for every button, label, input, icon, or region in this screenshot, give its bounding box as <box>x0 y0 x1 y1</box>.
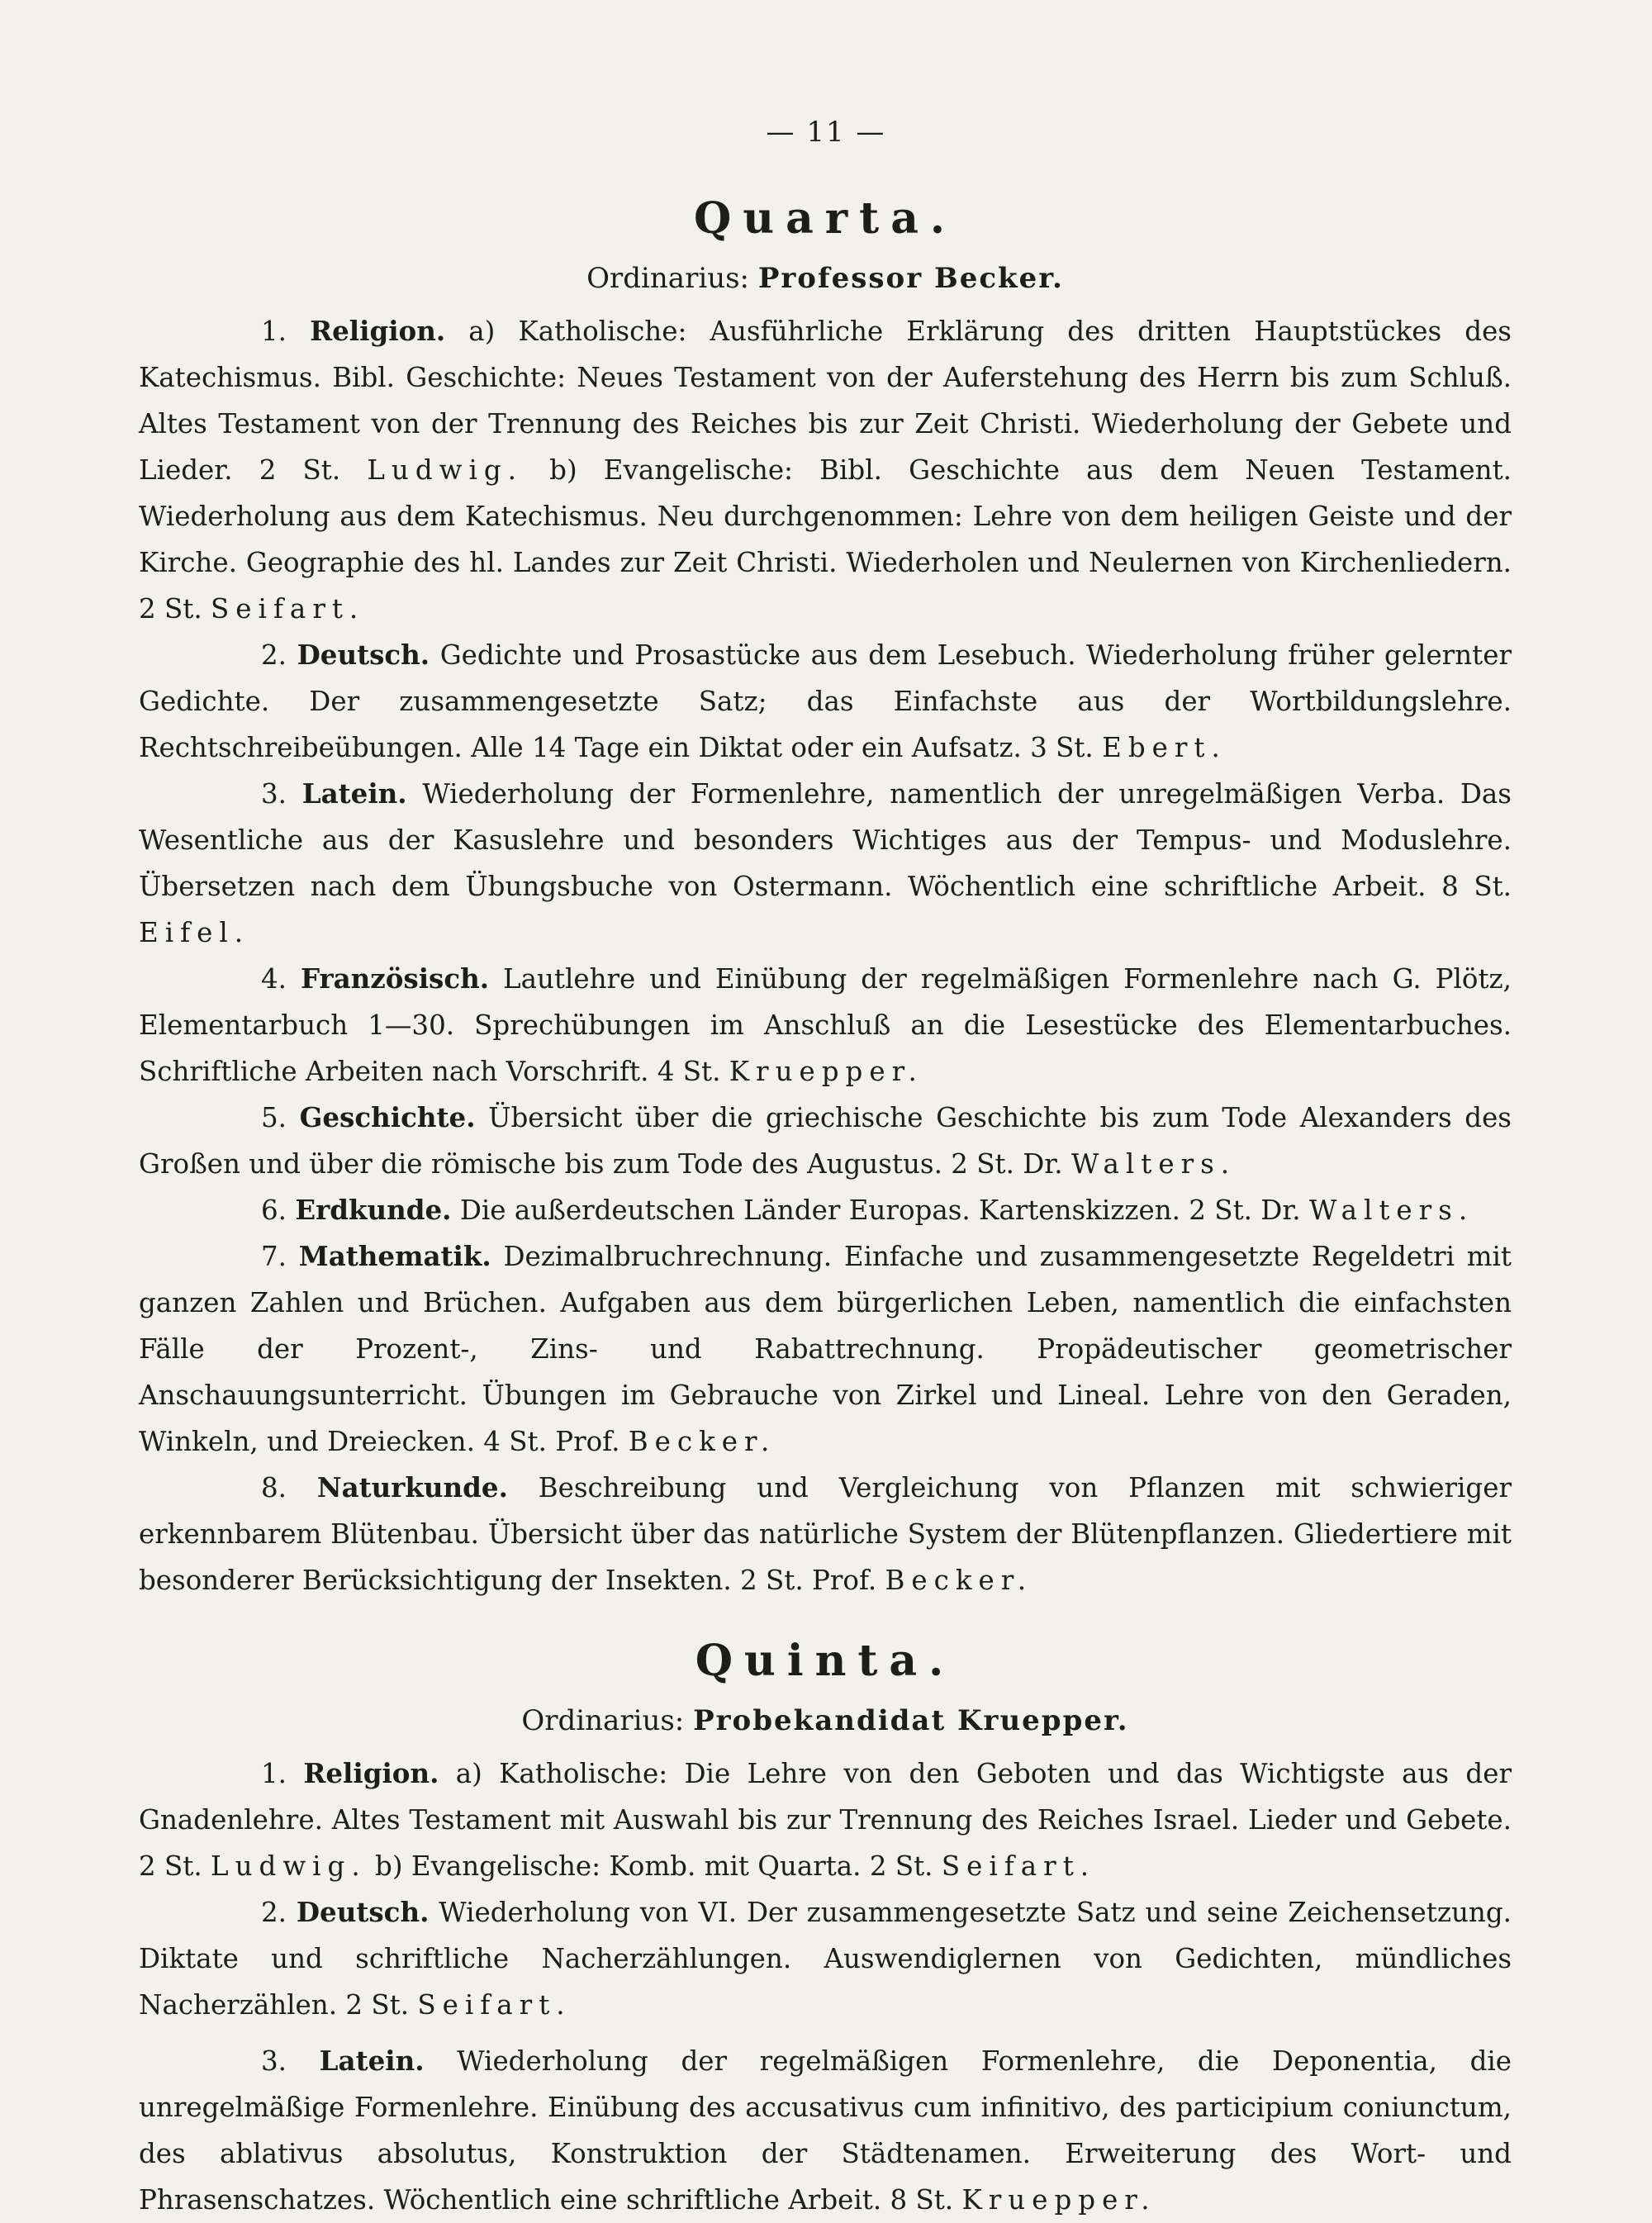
teacher-name: Seifart. <box>211 593 365 625</box>
subject-entry <box>139 632 1512 771</box>
subject-name: Religion. <box>310 315 446 347</box>
ordinarius-label: Ordinarius: <box>586 262 750 295</box>
teacher-name: Ludwig. <box>367 454 523 486</box>
subject-number: 6. <box>261 1195 287 1226</box>
subject-entry <box>139 1889 1512 2028</box>
section-spacer <box>139 1603 1512 1628</box>
subject-name: Französisch. <box>300 962 490 995</box>
ordinarius-name: Professor Becker. <box>757 262 1064 295</box>
subject-number: 3. <box>261 2045 287 2077</box>
subject-entry <box>139 1095 1512 1187</box>
subject-name: Naturkunde. <box>316 1471 508 1503</box>
teacher-name: Seifart. <box>941 1850 1096 1882</box>
subject-text: a) Katholische: Ausführliche Erklärung des dritten Hauptstückes des Katechismus. Bibl. Geschichte: Neues Testament von der Auferstehung des Herrn bis zum Schluß. Altes Testament von der Trennung des Reiches bis zur Zeit Christi. Wiederholung der Gebete und Lieder. 2 St. <box>139 316 1512 486</box>
subject-number: 3. <box>261 778 287 810</box>
teacher-name: Becker. <box>885 1565 1033 1596</box>
subject-name: Deutsch. <box>296 1896 430 1928</box>
subject-number: 2. <box>261 1897 287 1928</box>
subject-number: 1. <box>261 316 287 347</box>
ordinarius-label: Ordinarius: <box>521 1704 685 1737</box>
subject-number: 1. <box>261 1758 287 1789</box>
teacher-name: Walters. <box>1309 1195 1474 1226</box>
subject-entry <box>139 308 1512 632</box>
ordinarius-line-quinta <box>139 1694 1512 1747</box>
teacher-name: Ebert. <box>1102 732 1227 763</box>
subject-entry <box>139 1465 1512 1603</box>
subject-text: Übersicht über die griechische Geschichte bis zum Tode Alexanders des Großen und über die römische bis zum Tode des Augustus. 2 St. Dr. <box>139 1102 1512 1180</box>
subject-text: Wiederholung der Formenlehre, namentlich der unregelmäßigen Verba. Das Wesentliche aus der Kasuslehre und besonders Wichtiges aus der Tempus- und Moduslehre. Übersetzen nach dem Übungsbuche von Ostermann. Wöchentlich eine schriftliche Arbeit. 8 St. <box>139 778 1512 902</box>
teacher-name: Seifart. <box>417 1989 572 2021</box>
subject-text-continued: b) Evangelische: Komb. mit Quarta. 2 St. <box>375 1850 933 1882</box>
ordinarius-line-quarta <box>139 252 1512 305</box>
teacher-name: Ludwig. <box>211 1850 367 1882</box>
teacher-name: Becker. <box>628 1426 776 1457</box>
subject-number: 7. <box>261 1241 287 1272</box>
subject-text: Wiederholung der regelmäßigen Formenlehre, die Deponentia, die unregelmäßige Formenlehre. Einübung des accusativus cum infinitivo, des participium coniunctum, des ablativus absolutus, Konstruktion der Städtenamen. Erweiterung des Wort- und Phrasenschatzes. Wöchentlich eine schriftliche Arbeit. 8 St. <box>139 2045 1512 2216</box>
subject-text: Die außerdeutschen Länder Europas. Kartenskizzen. 2 St. Dr. <box>459 1195 1301 1226</box>
subject-number: 4. <box>261 963 287 995</box>
subject-entry <box>139 2038 1512 2223</box>
teacher-name: Eifel. <box>139 917 250 948</box>
teacher-name: Walters. <box>1070 1148 1237 1180</box>
subject-text: Lautlehre und Einübung der regelmäßigen Formenlehre nach G. Plötz, Elementarbuch 1—30. Sprechübungen im Anschluß an die Lesestücke des Elementarbuches. Schriftliche Arbeiten nach Vorschrift. 4 St. <box>139 963 1512 1087</box>
subject-text: a) Katholische: Die Lehre von den Geboten und das Wichtigste aus der Gnadenlehre. Altes Testament mit Auswahl bis zur Trennung des Reiches Israel. Lieder und Gebete. 2 St. <box>139 1758 1512 1882</box>
subject-text: Wiederholung von VI. Der zusammengesetzte Satz und seine Zeichensetzung. Diktate und schriftliche Nacherzählungen. Auswendiglernen von Gedichten, mündliches Nacherzählen. 2 St. <box>139 1897 1512 2021</box>
subject-entry <box>139 1750 1512 1889</box>
subject-entry <box>139 956 1512 1095</box>
teacher-name: Kruepper. <box>729 1056 923 1087</box>
subject-entry <box>139 771 1512 956</box>
paragraph-spacer <box>139 2028 1512 2038</box>
section-title-quinta: Quinta. <box>695 1636 956 1686</box>
subject-entry <box>139 1233 1512 1465</box>
subject-number: 8. <box>261 1472 287 1503</box>
subject-name: Latein. <box>319 2045 425 2077</box>
subject-name: Deutsch. <box>297 639 430 671</box>
subject-entry <box>139 1187 1512 1233</box>
subject-name: Mathematik. <box>298 1240 491 1272</box>
subject-name: Erdkunde. <box>295 1194 452 1226</box>
subject-name: Religion. <box>303 1757 439 1789</box>
subject-text: Dezimalbruchrechnung. Einfache und zusammengesetzte Regeldetri mit ganzen Zahlen und Brüchen. Aufgaben aus dem bürgerlichen Leben, namentlich die einfachsten Fälle der Prozent-, Zins- und Rabattrechnung. Propädeutischer geometrischer Anschauungsunterricht. Übungen im Gebrauche von Zirkel und Lineal. Lehre von den Geraden, Winkeln, und Dreiecken. 4 St. Prof. <box>139 1241 1512 1457</box>
page-content <box>139 186 1512 2223</box>
subject-text-continued: b) Evangelische: Bibl. Geschichte aus dem Neuen Testament. Wiederholung aus dem Katechismus. Neu durchgenommen: Lehre von dem heiligen Geiste und der Kirche. Geographie des hl. Landes zur Zeit Christi. Wiederholen und Neulernen von Kirchenliedern. 2 St. <box>139 454 1512 625</box>
subject-name: Latein. <box>301 777 407 810</box>
subject-text: Gedichte und Prosastücke aus dem Lesebuch. Wiederholung früher gelernter Gedichte. Der zusammengesetzte Satz; das Einfachste aus der Wortbildungslehre. Rechtschreibeübungen. Alle 14 Tage ein Diktat oder ein Aufsatz. 3 St. <box>139 639 1512 763</box>
subject-name: Geschichte. <box>299 1101 476 1133</box>
section-title-quarta: Quarta. <box>693 193 957 244</box>
teacher-name: Kruepper. <box>961 2184 1156 2216</box>
ordinarius-name: Probekandidat Kruepper. <box>693 1704 1129 1737</box>
subject-number: 5. <box>261 1102 287 1133</box>
subject-text: Beschreibung und Vergleichung von Pflanzen mit schwieriger erkennbarem Blütenbau. Übersicht über das natürliche System der Blütenpflanzen. Gliedertiere mit besonderer Berücksichtigung der Insekten. 2 St. Prof. <box>139 1472 1512 1596</box>
subject-number: 2. <box>261 639 287 671</box>
page-number: — 11 — <box>766 116 886 149</box>
